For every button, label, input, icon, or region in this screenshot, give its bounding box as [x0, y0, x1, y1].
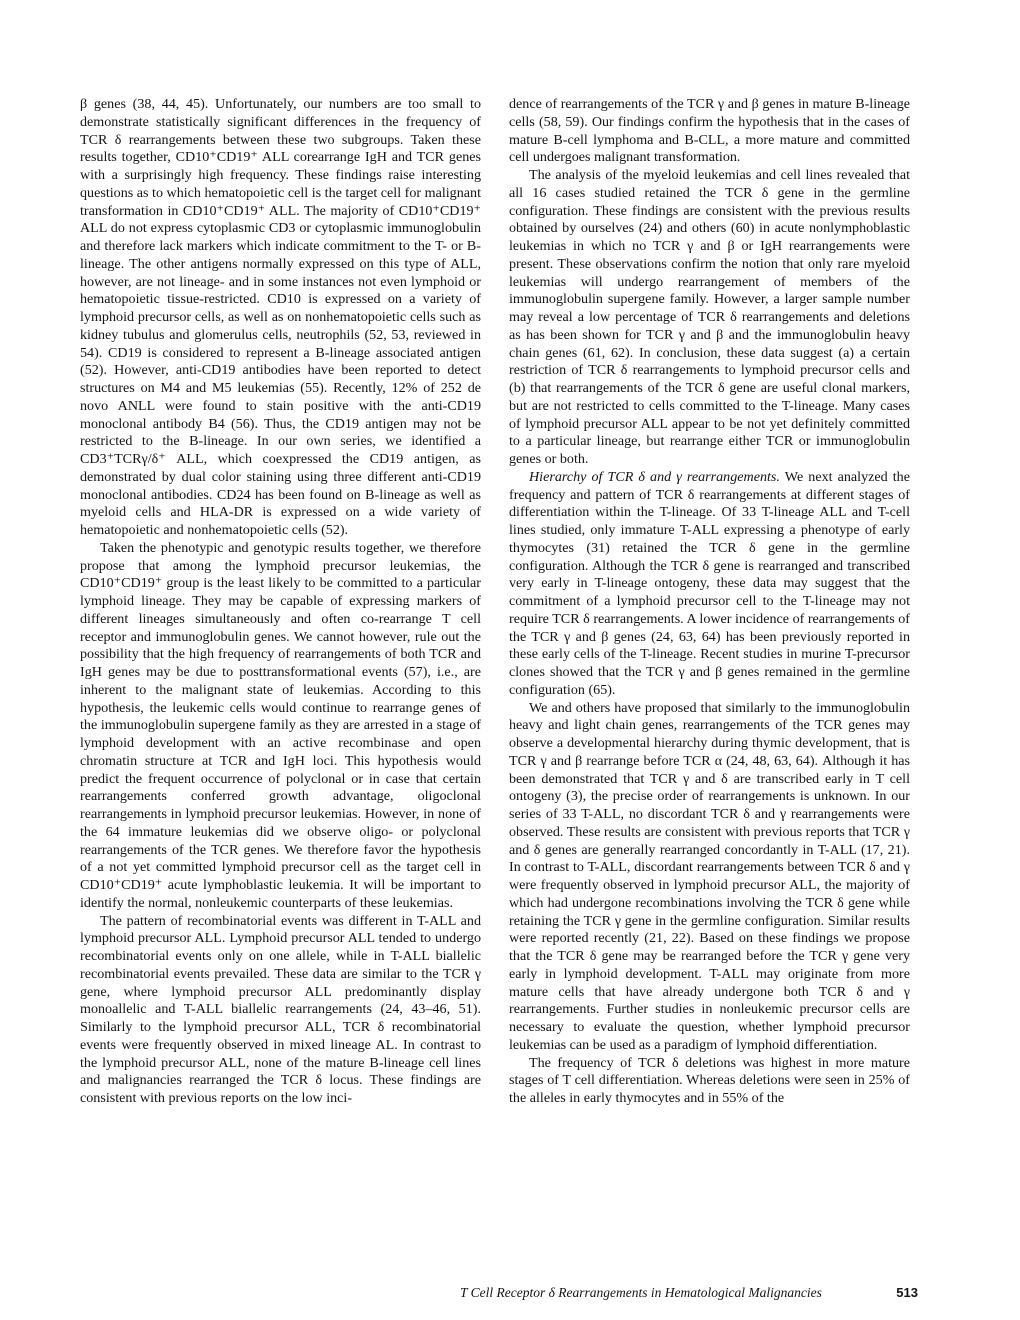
paragraph: dence of rearrangements of the TCR γ and β genes in mature B-lineage cells (58, 59). Our findings confirm the hypothesis that in the cases of mature B-cell lymphoma and B-CLL, a more mature and committed cell undergoes malignant transformation. — [509, 96, 910, 166]
paragraph: Taken the phenotypic and genotypic results together, we therefore propose that among the lymphoid precursor leukemias, the CD10⁺CD19⁺ group is the least likely to be committed to a particular lymphoid lineage. They may be capable of expressing markers of different lineages simultaneously and often co-rearrange T cell receptor and immunoglobulin genes. We cannot however, rule out the possibility that the high frequency of rearrangements of both TCR and IgH genes may be due to posttransformational events (57), i.e., are inherent to the malignant state of leukemias. According to this hypothesis, the leukemic cells would continue to rearrange genes of the immunoglobulin supergene family as they are arrested in a stage of lymphoid development with an active recombinase and open chromatin structure at TCR and IgH loci. This hypothesis would predict the frequent occurrence of polyclonal or in case that certain rearrangements conferred growth advantage, oligoclonal rearrangements in lymphoid precursor leukemias. However, in none of the 64 immature leukemias did we observe oligo- or polyclonal rearrangements of the TCR genes. We therefore favor the hypothesis of a not yet committed lymphoid precursor cell as the target cell in CD10⁺CD19⁺ acute lymphoblastic leukemia. It will be important to identify the normal, nonleukemic counterparts of these leukemias. — [80, 539, 481, 911]
paragraph: The pattern of recombinatorial events was different in T-ALL and lymphoid precursor ALL. Lymphoid precursor ALL tended to undergo recombinatorial events only on one allele, while in T-ALL biallelic recombinatorial events prevailed. These data are similar to the TCR γ gene, where lymphoid precursor ALL predominantly display monoallelic and T-ALL biallelic rearrangements (24, 43–46, 51). Similarly to the lymphoid precursor ALL, TCR δ recombinatorial events were frequently observed in mixed lineage AL. In contrast to the lymphoid precursor ALL, none of the mature B-lineage cell lines and malignancies rearranged the TCR δ locus. These findings are consistent with previous reports on the low inci- — [80, 912, 481, 1106]
paragraph — [509, 469, 910, 700]
paragraph: β genes (38, 44, 45). Unfortunately, our numbers are too small to demonstrate statistically significant differences in the frequency of TCR δ rearrangements between these two subgroups. Taken these results together, CD10⁺CD19⁺ ALL corearrange IgH and TCR genes with a surprisingly high frequency. These findings raise interesting questions as to which hematopoietic cell is the target cell for malignant transformation in CD10⁺CD19⁺ ALL. The majority of CD10⁺CD19⁺ ALL do not express cytoplasmic CD3 or cytoplasmic immunoglobulin and therefore lack markers which indicate commitment to the T- or B-lineage. The other antigens normally expressed on this type of ALL, however, are not lineage- and in some instances not even lymphoid or hematopoietic tissue-restricted. CD10 is expressed on a variety of lymphoid precursor cells, as well as on nonhematopoietic cells such as kidney tubulus and glomerulus cells, neutrophils (52, 53, reviewed in 54). CD19 is considered to represent a B-lineage associated antigen (52). However, anti-CD19 antibodies have been reported to detect structures on M4 and M5 leukemias (55). Recently, 12% of 252 de novo ANLL were found to stain positive with the anti-CD19 monoclonal antibody B4 (56). Thus, the CD19 antigen may not be restricted to the B-lineage. In our own series, we identified a CD3⁺TCRγ/δ⁺ ALL, which coexpressed the CD19 antigen, as demonstrated by dual color staining using three different anti-CD19 monoclonal antibodies. CD24 has been found on B-lineage as well as myeloid cells and HLA-DR is expressed on a wide variety of hematopoietic and nonhematopoietic cells (52). — [80, 96, 481, 538]
page-footer — [460, 1285, 918, 1301]
paragraph: The analysis of the myeloid leukemias and cell lines revealed that all 16 cases studied retained the TCR δ gene in the germline configuration. These findings are consistent with the previous results obtained by ourselves (24) and others (60) in acute nonlymphoblastic leukemias in which no TCR γ and β or IgH rearrangements were present. These observations confirm the notion that only rare myeloid leukemias will undergo rearrangement of members of the immunoglobulin supergene family. However, a larger sample number may reveal a low percentage of TCR δ rearrangements and deletions as has been shown for TCR γ and β and the immunoglobulin heavy chain genes (61, 62). In conclusion, these data suggest (a) a certain restriction of TCR δ rearrangements to lymphoid precursor cells and (b) that rearrangements of the TCR δ gene are useful clonal markers, but are not restricted to cells committed to the T-lineage. Many cases of lymphoid precursor ALL appear to be not yet definitely committed to a particular lineage, but rearrange either TCR or immunoglobulin genes or both. — [509, 167, 910, 467]
running-title: T Cell Receptor δ Rearrangements in Hematological Malignancies — [460, 1285, 822, 1300]
paragraph-body: We next analyzed the frequency and pattern of TCR δ rearrangements at different stages of differentiation within the T-lineage. Of 33 T-lineage ALL and T-cell lines studied, only immature T-ALL expressing a phenotype of early thymocytes (31) retained the TCR δ gene in the germline configuration. Although the TCR δ gene is rearranged and transcribed very early in T-lineage ontogeny, these data may suggest that the commitment of a lymphoid precursor cell to the T-lineage may not require TCR δ rearrangements. A lower incidence of rearrangements of the TCR γ and β genes (24, 63, 64) has been previously reported in these early cells of the T-lineage. Recent studies in murine T-precursor clones showed that the TCR γ and β genes remained in the germline configuration (65). — [509, 468, 910, 698]
section-run-in-heading: Hierarchy of TCR δ and γ rearrangements. — [529, 468, 780, 485]
paragraph: We and others have proposed that similarly to the immunoglobulin heavy and light chain genes, rearrangements of the TCR genes may observe a developmental hierarchy during thymic development, that is TCR γ and β rearrange before TCR α (24, 48, 63, 64). Although it has been demonstrated that TCR γ and δ are transcribed early in T cell ontogeny (3), the precise order of rearrangements is unknown. In our series of 33 T-ALL, no discordant TCR δ and γ rearrangements were observed. These results are consistent with previous reports that TCR γ and δ genes are generally rearranged concordantly in T-ALL (17, 21). In contrast to T-ALL, discordant rearrangements between TCR δ and γ were frequently observed in lymphoid precursor ALL, the majority of which had undergone recombinations involving the TCR δ gene while retaining the TCR γ gene in the germline configuration. Similar results were reported recently (21, 22). Based on these findings we propose that the TCR δ gene may be rearranged before the TCR γ gene very early in lymphoid development. T-ALL may originate from more mature cells that have already undergone both TCR δ and γ rearrangements. Further studies in nonleukemic precursor cells are necessary to evaluate the question, whether lymphoid precursor leukemias can be used as a paradigm of lymphoid differentiation. — [509, 699, 910, 1053]
left-column — [80, 96, 481, 1108]
right-column — [509, 96, 910, 1108]
page-number: 513 — [896, 1285, 918, 1300]
paragraph: The frequency of TCR δ deletions was highest in more mature stages of T cell differentiation. Whereas deletions were seen in 25% of the alleles in early thymocytes and in 55% of the — [509, 1054, 910, 1106]
